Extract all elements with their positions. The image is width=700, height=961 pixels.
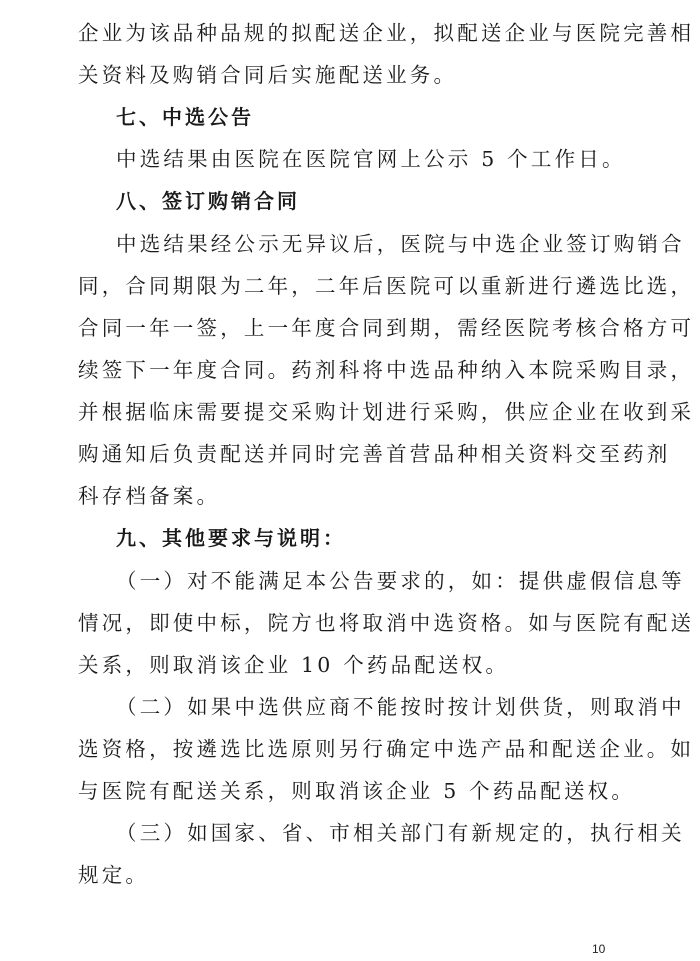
- paragraph-line: （一）对不能满足本公告要求的，如：提供虚假信息等: [116, 569, 685, 593]
- paragraph-line: （二）如果中选供应商不能按时按计划供货，则取消中: [116, 695, 685, 719]
- paragraph-line: 同，合同期限为二年，二年后医院可以重新进行遴选比选，: [78, 274, 695, 298]
- paragraph-line: 购通知后负责配送并同时完善首营品种相关资料交至药剂: [78, 442, 671, 466]
- section-heading-8: 八、签订购销合同: [116, 189, 300, 213]
- paragraph-line: 规定。: [78, 863, 150, 887]
- section-heading-7: 七、中选公告: [116, 105, 254, 129]
- paragraph-line: 并根据临床需要提交采购计划进行采购，供应企业在收到采: [78, 400, 695, 424]
- paragraph-line: 与医院有配送关系，则取消该企业 5 个药品配送权。: [78, 779, 636, 803]
- paragraph-line: 关系，则取消该企业 10 个药品配送权。: [78, 653, 510, 677]
- paragraph-line: 关资料及购销合同后实施配送业务。: [78, 63, 458, 87]
- paragraph-line: （三）如国家、省、市相关部门有新规定的，执行相关: [116, 821, 685, 845]
- paragraph-line: 选资格，按遴选比选原则另行确定中选产品和配送企业。如: [78, 737, 695, 761]
- section-heading-9: 九、其他要求与说明：: [116, 526, 346, 550]
- paragraph-line: 中选结果经公示无异议后，医院与中选企业签订购销合: [116, 232, 685, 256]
- paragraph-line: 合同一年一签，上一年度合同到期，需经医院考核合格方可: [78, 316, 695, 340]
- paragraph-line: 企业为该品种品规的拟配送企业，拟配送企业与医院完善相: [78, 21, 695, 45]
- page-number: 10: [592, 942, 606, 956]
- paragraph-line: 中选结果由医院在医院官网上公示 5 个工作日。: [116, 147, 626, 171]
- paragraph-line: 续签下一年度合同。药剂科将中选品种纳入本院采购目录，: [78, 358, 695, 382]
- paragraph-line: 科存档备案。: [78, 484, 221, 508]
- paragraph-line: 情况，即使中标，院方也将取消中选资格。如与医院有配送: [78, 611, 695, 635]
